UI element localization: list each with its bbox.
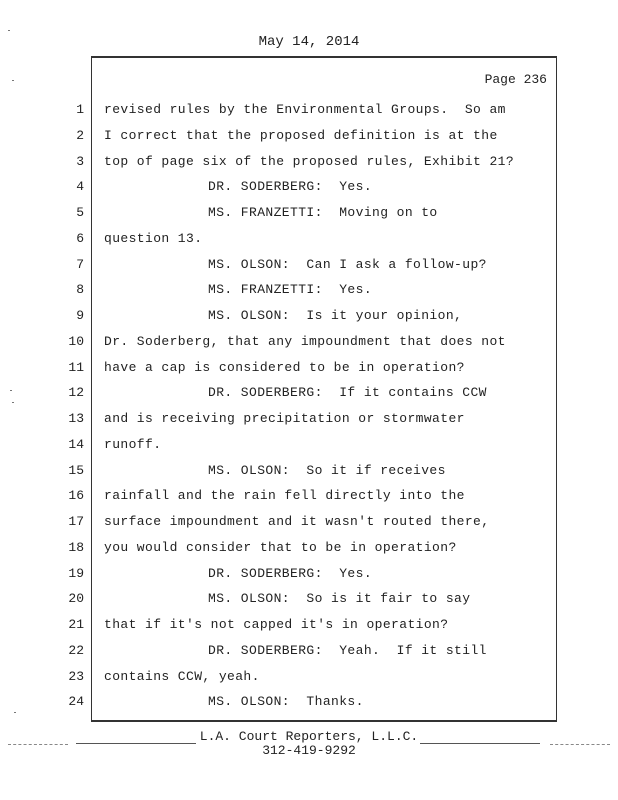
line-text: I correct that the proposed definition is at the xyxy=(104,128,498,143)
line-number: 16 xyxy=(68,488,84,503)
line-number: 17 xyxy=(68,514,84,529)
transcript-date: May 14, 2014 xyxy=(258,34,360,50)
scan-speck xyxy=(12,402,14,403)
line-text: DR. SODERBERG: Yeah. If it still xyxy=(208,643,487,658)
line-text: MS. FRANZETTI: Moving on to xyxy=(208,205,438,220)
line-number: 11 xyxy=(68,360,84,375)
scan-speck xyxy=(10,390,12,391)
line-number: 19 xyxy=(68,566,84,581)
line-text: DR. SODERBERG: Yes. xyxy=(208,179,373,194)
line-number: 14 xyxy=(68,437,84,452)
line-text: and is receiving precipitation or stormwater xyxy=(104,411,465,426)
line-number: 5 xyxy=(76,205,84,220)
line-number: 18 xyxy=(68,540,84,555)
line-text: MS. OLSON: So is it fair to say xyxy=(208,591,471,606)
line-text: top of page six of the proposed rules, Exhibit 21? xyxy=(104,154,515,169)
line-text: MS. OLSON: Can I ask a follow-up? xyxy=(208,257,487,272)
line-number: 9 xyxy=(76,308,84,323)
line-number: 10 xyxy=(68,334,84,349)
line-text: have a cap is considered to be in operation? xyxy=(104,360,465,375)
line-text: revised rules by the Environmental Groups. So am xyxy=(104,102,506,117)
line-text: rainfall and the rain fell directly into the xyxy=(104,488,465,503)
line-text: surface impoundment and it wasn't routed there, xyxy=(104,514,490,529)
line-number: 21 xyxy=(68,617,84,632)
scan-speck xyxy=(8,30,10,31)
line-number: 15 xyxy=(68,463,84,478)
line-text: MS. FRANZETTI: Yes. xyxy=(208,282,373,297)
line-number: 22 xyxy=(68,643,84,658)
line-text: DR. SODERBERG: If it contains CCW xyxy=(208,385,487,400)
page-number: Page 236 xyxy=(484,72,547,87)
line-text: Dr. Soderberg, that any impoundment that does not xyxy=(104,334,506,349)
line-text: you would consider that to be in operation? xyxy=(104,540,457,555)
scan-speck xyxy=(14,712,16,713)
footer-phone: 312-419-9292 xyxy=(262,743,356,758)
line-text: MS. OLSON: Is it your opinion, xyxy=(208,308,463,323)
line-number: 24 xyxy=(68,694,84,709)
line-text: runoff. xyxy=(104,437,162,452)
line-number: 8 xyxy=(76,282,84,297)
line-number: 7 xyxy=(76,257,84,272)
line-text: question 13. xyxy=(104,231,203,246)
line-text: contains CCW, yeah. xyxy=(104,669,260,684)
line-number: 1 xyxy=(76,102,84,117)
line-number: 23 xyxy=(68,669,84,684)
footer-firm: L.A. Court Reporters, L.L.C. xyxy=(199,729,419,744)
line-number: 4 xyxy=(76,179,84,194)
footer xyxy=(0,730,618,758)
scan-speck xyxy=(12,80,14,81)
line-text: DR. SODERBERG: Yes. xyxy=(208,566,373,581)
line-number: 6 xyxy=(76,231,84,246)
line-number: 12 xyxy=(68,385,84,400)
line-number: 3 xyxy=(76,154,84,169)
line-number: 20 xyxy=(68,591,84,606)
line-text: MS. OLSON: Thanks. xyxy=(208,694,364,709)
line-text: MS. OLSON: So it if receives xyxy=(208,463,446,478)
line-number: 13 xyxy=(68,411,84,426)
line-text: that if it's not capped it's in operation? xyxy=(104,617,449,632)
line-number: 2 xyxy=(76,128,84,143)
